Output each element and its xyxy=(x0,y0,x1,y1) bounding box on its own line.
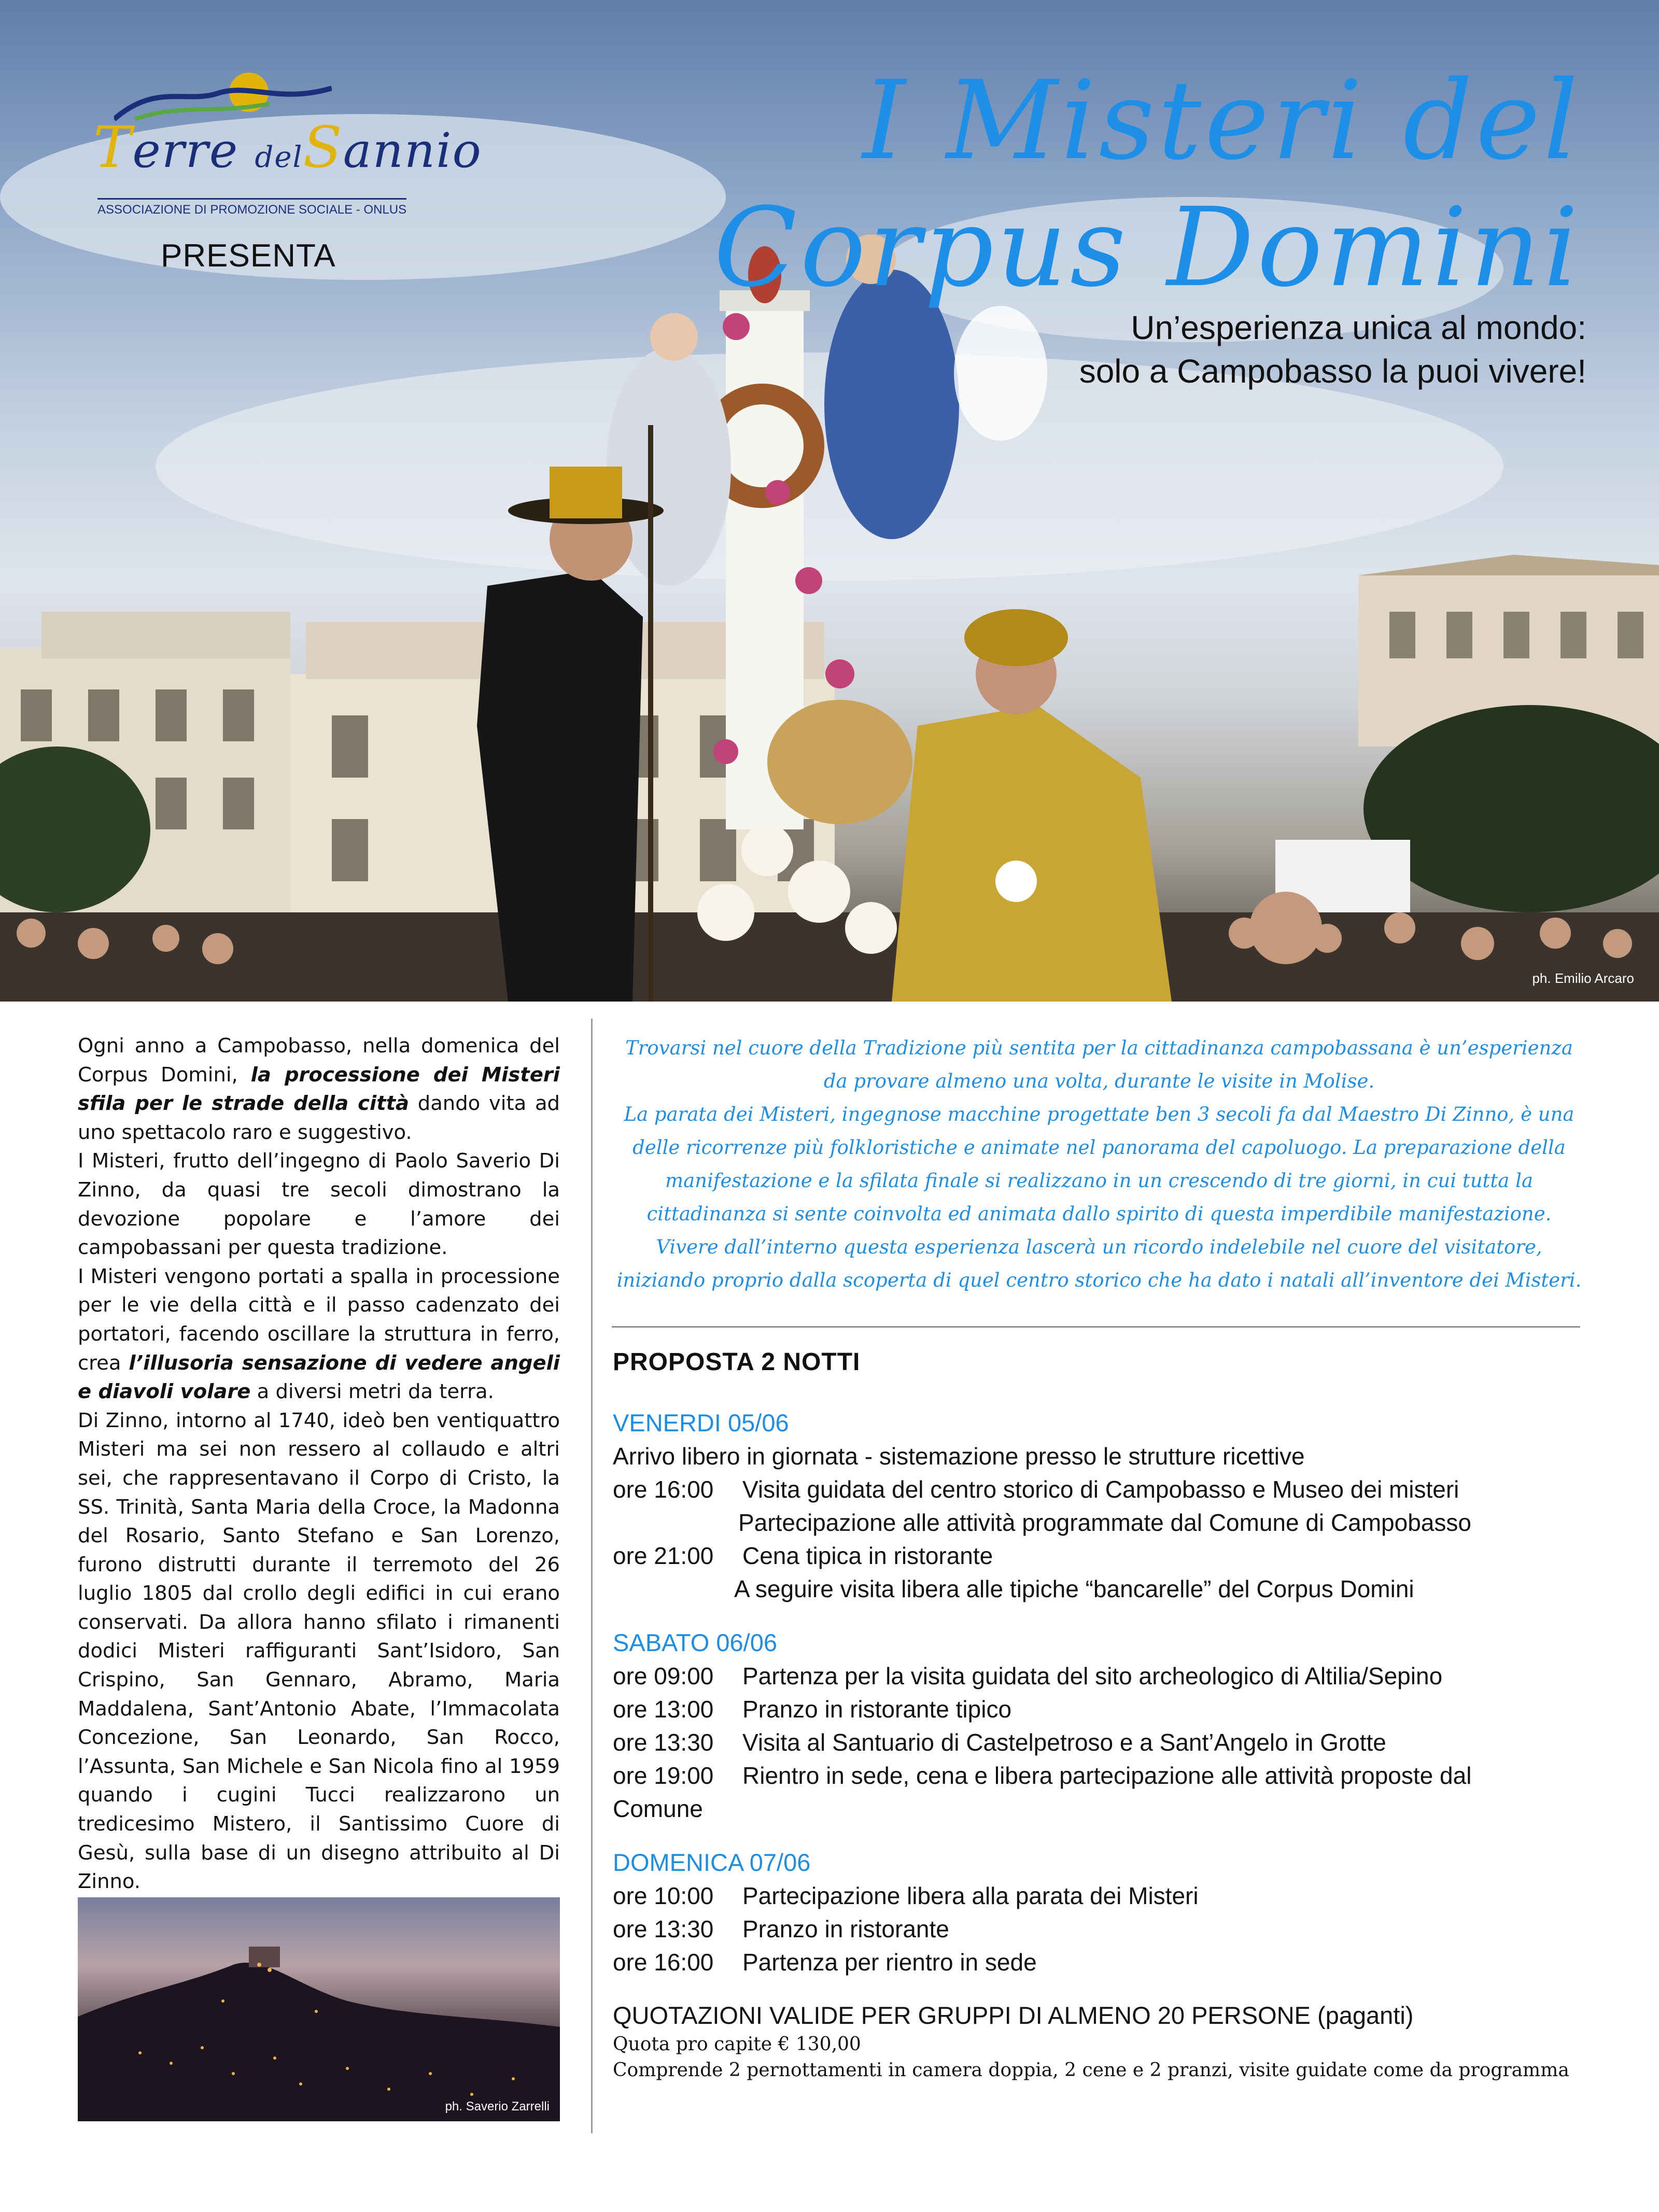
day-saturday xyxy=(613,1626,1587,1825)
subtitle-line-1: Un’esperienza unica al mondo: xyxy=(1131,309,1586,346)
logo-tagline: ASSOCIAZIONE DI PROMOZIONE SOCIALE - ONLUS xyxy=(97,198,406,217)
history-paragraph-4: Di Zinno, intorno al 1740, ideò ben ventiquattro Misteri ma sei non ressero al collaudo e altri sei, che rappresentavano il Corpo di Cristo, la SS. Trinità, Santa Maria della Croce, la Madonna del Rosario, Santo Stefano e San Lorenzo, furono distrutti durante il terremoto del 26 luglio 1805 dal crollo degli edifici in cui erano conservati. Da allora hanno sfilato i rimanenti dodici Misteri raffiguranti Sant’Isidoro, San Crispino, San Gennaro, Abramo, Maria Maddalena, Sant’Antonio Abate, l’Immacolata Concezione, San Leonardo, San Rocco, l’Assunta, San Michele e San Nicola fino al 1959 quando i cugini Tucci realizzarono un tredicesimo Mistero, il Santissimo Cuore di Gesù, sulla base di un disegno attribuito al Di Zinno. xyxy=(78,1408,560,1894)
subtitle xyxy=(1079,306,1586,393)
highlight-procession: la processione dei Misteri sfila per le strade della città xyxy=(78,1063,560,1116)
schedule-row: Partecipazione alle attività programmate dal Comune di Campobasso xyxy=(738,1509,1471,1536)
history-paragraph-1: Ogni anno a Campobasso, nella domenica del Corpus Domini, la processione dei Misteri sfila per le strade della città dando vita ad uno spettacolo raro e suggestivo. xyxy=(78,1034,560,1144)
quotation-heading: QUOTAZIONI VALIDE PER GRUPPI DI ALMENO 20 PERSONE (paganti) xyxy=(613,2002,1414,2029)
schedule-row: Arrivo libero in giornata - sistemazione presso le strutture ricettive xyxy=(613,1443,1305,1470)
schedule-row: ore 21:00 Cena tipica in ristorante xyxy=(613,1542,993,1569)
title-line-2: Corpus Domini xyxy=(713,184,1581,311)
photo-credit-top: ph. Emilio Arcaro xyxy=(1532,970,1634,986)
schedule-row: ore 09:00 Partenza per la visita guidata del sito archeologico di Altilia/Sepino xyxy=(613,1662,1443,1689)
day-heading: DOMENICA 07/06 xyxy=(613,1849,811,1876)
schedule-row: ore 13:30 Visita al Santuario di Castelpetroso e a Sant’Angelo in Grotte xyxy=(613,1729,1386,1756)
subtitle-line-2: solo a Campobasso la puoi vivere! xyxy=(1079,353,1586,390)
title-line-1: I Misteri del xyxy=(862,57,1581,184)
presenta-label: PRESENTA xyxy=(161,238,336,274)
intro-text xyxy=(612,1032,1586,1297)
day-heading: SABATO 06/06 xyxy=(613,1629,777,1656)
schedule-row: ore 16:00 Visita guidata del centro storico di Campobasso e Museo dei misteri xyxy=(613,1476,1459,1503)
logo-name: Terre delSannio xyxy=(93,114,482,180)
schedule-row: ore 10:00 Partecipazione libera alla parata dei Misteri xyxy=(613,1882,1199,1909)
intro-paragraph-1: Trovarsi nel cuore della Tradizione più sentita per la cittadinanza campobassana è un’esperienza da provare almeno una volta, durante le visite in Molise. xyxy=(625,1037,1573,1092)
program-title: PROPOSTA 2 NOTTI xyxy=(613,1348,861,1376)
schedule-row: ore 13:00 Pranzo in ristorante tipico xyxy=(613,1696,1012,1723)
highlight-illusion: l’illusoria sensazione di vedere angeli e diavoli volare xyxy=(78,1351,560,1404)
schedule-row: ore 19:00 Rientro in sede, cena e libera partecipazione alle attività proposte dal xyxy=(613,1762,1472,1789)
schedule-row: ore 16:00 Partenza per rientro in sede xyxy=(613,1949,1037,1976)
section-divider xyxy=(612,1326,1580,1328)
history-paragraph-2: I Misteri, frutto dell’ingegno di Paolo Saverio Di Zinno, da quasi tre secoli dimostrano la devozione popolare e l’amore dei campobassani per questa tradizione. xyxy=(78,1149,560,1260)
schedule-row: A seguire visita libera alle tipiche “bancarelle” del Corpus Domini xyxy=(734,1575,1414,1602)
intro-paragraph-2: La parata dei Misteri, ingegnose macchine progettate ben 3 secoli fa dal Maestro Di Zinno, è una delle ricorrenze più folkloristiche e animate nel panorama del capoluogo. La preparazione della manifestazione e la sfilata finale si realizzano in un crescendo di tre giorni, in cui tutta la cittadinanza si sente coinvolta ed animata dallo spirito di questa imperdibile manifestazione. xyxy=(624,1103,1574,1225)
photo-credit-bottom: ph. Saverio Zarrelli xyxy=(445,2100,550,2114)
history-paragraph-3: I Misteri vengono portati a spalla in processione per le vie della città e il passo cadenzato dei portatori, facendo oscillare la struttura in ferro, crea l’illusoria sensazione di vedere angeli e diavoli volare a diversi metri da terra. xyxy=(78,1264,560,1404)
day-sunday xyxy=(613,1846,1587,1979)
quotation-price: Quota pro capite € 130,00 xyxy=(613,2034,861,2055)
schedule-row: ore 13:30 Pranzo in ristorante xyxy=(613,1915,949,1942)
intro-paragraph-3: Vivere dall’interno questa esperienza lascerà un ricordo indelebile nel cuore del visitatore, iniziando proprio dalla scoperta di quel centro storico che ha dato i natali all’inventore dei Misteri. xyxy=(616,1236,1582,1291)
quotation-includes: Comprende 2 pernottamenti in camera doppia, 2 cene e 2 pranzi, visite guidate come da programma xyxy=(613,2060,1569,2081)
day-friday xyxy=(613,1406,1587,1605)
day-heading: VENERDI 05/06 xyxy=(613,1409,789,1436)
history-text xyxy=(78,1032,560,1896)
hero-photo xyxy=(0,0,1659,1002)
schedule-row: Comune xyxy=(613,1795,703,1822)
program xyxy=(613,1348,1587,2083)
column-divider xyxy=(591,1019,593,2133)
night-town-photo xyxy=(78,1897,560,2121)
night-town-illustration xyxy=(78,1897,560,2121)
